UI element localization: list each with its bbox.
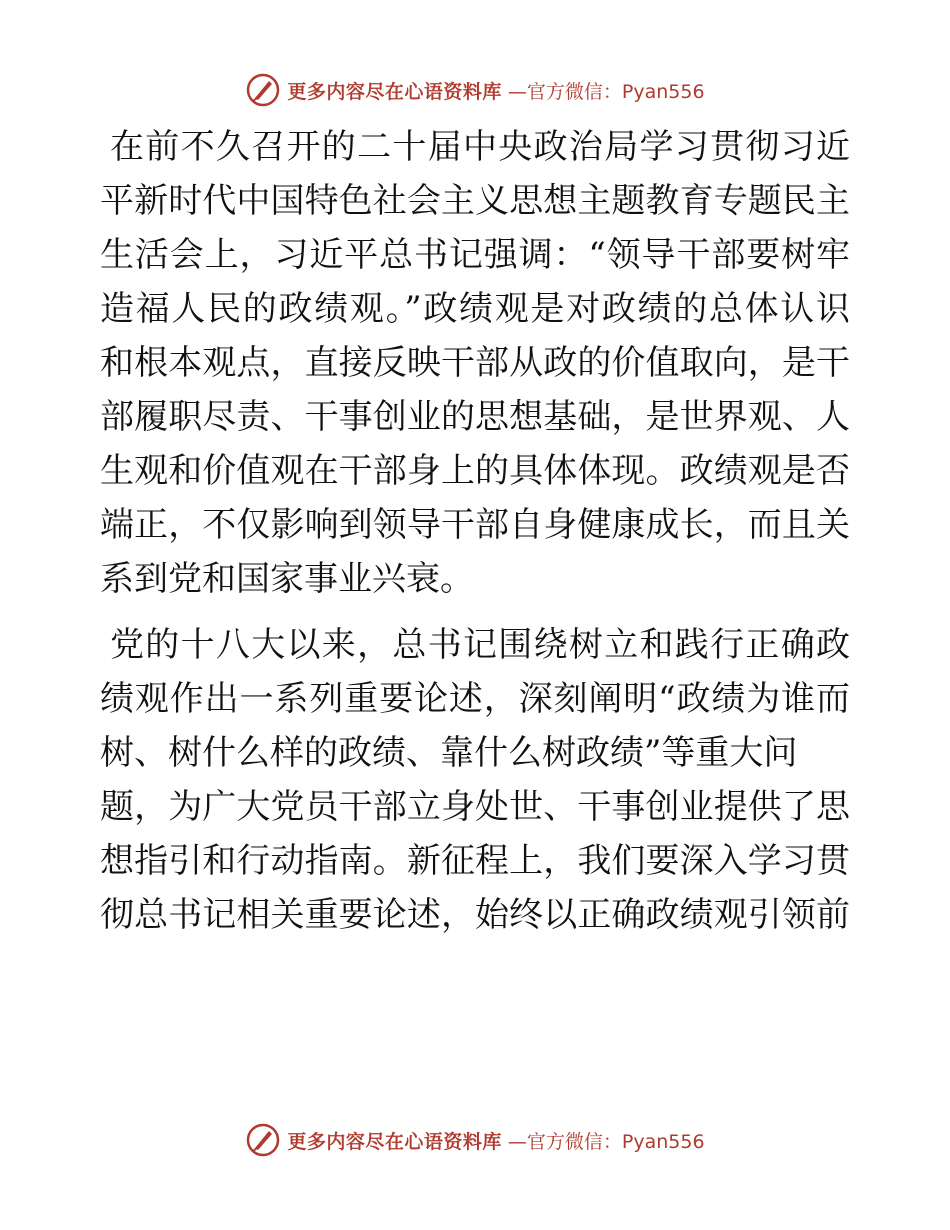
- header-brand-text: 更多内容尽在心语资料库: [287, 80, 502, 103]
- text-line: 树、树什么样的政绩、靠什么树政绩”等重大问: [100, 733, 798, 773]
- text-line: 题，为广大党员干部立身处世、干事创业提供了思: [100, 787, 850, 827]
- paragraph-1: [100, 120, 850, 606]
- text-line: 党的十八大以来，总书记围绕树立和践行正确政: [110, 625, 850, 665]
- text-line: 造福人民的政绩观。”政绩观是对政绩的总体认识: [100, 289, 850, 329]
- paragraph-2: [100, 618, 850, 942]
- quill-logo-icon: [245, 72, 281, 108]
- text-line: 端正，不仅影响到领导干部自身健康成长，而且关: [100, 505, 850, 545]
- footer-contact-text: —官方微信：Pyan556: [507, 1130, 705, 1153]
- text-line: 绩观作出一系列重要论述，深刻阐明“政绩为谁而: [100, 679, 850, 719]
- text-line: 想指引和行动指南。新征程上，我们要深入学习贯: [100, 841, 850, 881]
- text-line: 彻总书记相关重要论述，始终以正确政绩观引领前: [100, 895, 850, 935]
- header-contact-text: —官方微信：Pyan556: [507, 80, 705, 103]
- article-body: [100, 120, 850, 954]
- text-line: 系到党和国家事业兴衰。: [100, 559, 474, 599]
- text-line: 生观和价值观在干部身上的具体体现。政绩观是否: [100, 451, 850, 491]
- text-line: 生活会上，习近平总书记强调：“领导干部要树牢: [100, 235, 850, 275]
- footer-watermark: [0, 1120, 950, 1160]
- text-line: 在前不久召开的二十届中央政治局学习贯彻习近: [110, 127, 850, 167]
- quill-logo-icon: [245, 1122, 281, 1158]
- text-line: 部履职尽责、干事创业的思想基础，是世界观、人: [100, 397, 850, 437]
- text-line: 和根本观点，直接反映干部从政的价值取向，是干: [100, 343, 850, 383]
- header-watermark: [0, 70, 950, 110]
- text-line: 平新时代中国特色社会主义思想主题教育专题民主: [100, 181, 850, 221]
- footer-brand-text: 更多内容尽在心语资料库: [287, 1130, 502, 1153]
